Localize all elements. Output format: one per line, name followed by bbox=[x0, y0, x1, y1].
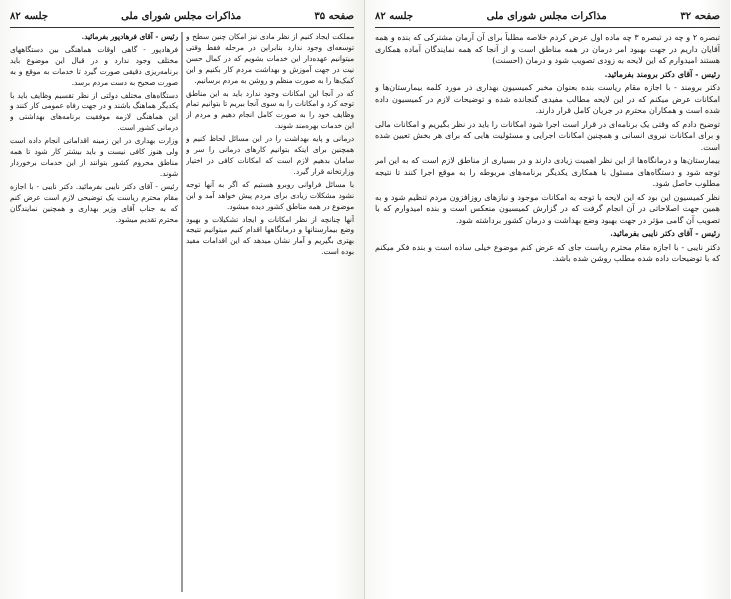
paragraph: مملکت ایجاد کنیم از نظر مادی نیز امکان چنین سطح و توسعه‌ای وجود ندارد بنابراین در مرحله فقط وقتی میتوانیم عهده‌دار این خدمات بشویم که در کمال حسن نیت در جهت آموزش و بهداشت مردم کار بکنیم و این کمک‌ها را به صورت منظم و روشن به مردم برسانیم. bbox=[186, 32, 354, 85]
right-page-title: مذاکرات مجلس شورای ملی bbox=[486, 10, 607, 22]
right-page bbox=[365, 0, 730, 599]
paragraph: رئیس - آقای دکتر نایبی بفرمائید. دکتر نایبی - با اجازه مقام محترم ریاست یک توضیحی لازم است عرض کنم که به جناب آقای وزیر بهداری و همچنین نمایندگان محترم تقدیم میشود. bbox=[10, 181, 178, 224]
left-page-header bbox=[10, 6, 354, 26]
speaker-line: رئیس - آقای دکتر برومند بفرمائید. bbox=[604, 68, 720, 79]
left-page bbox=[0, 0, 365, 599]
right-page-column bbox=[375, 32, 720, 592]
paragraph: نظر کمیسیون این بود که این لایحه با توجه به امکانات موجود و نیازهای روزافزون مردم تنظیم شود و به همین جهت اصلاحاتی در آن انجام گرفت که در گزارش کمیسیون منعکس است و بنده امیدوارم که با تصویب آن گامی مؤثر در جهت بهبود وضع بهداشت و درمان کشور برداشته شود. bbox=[375, 192, 720, 225]
paragraph: درمانی و پایه بهداشت را در این مسائل لحاظ کنیم و همچنین برای اینکه بتوانیم کارهای درمانی را سر و سامان بدهیم لازم است که امکانات کافی در اختیار وزارتخانه قرار گیرد. bbox=[186, 134, 354, 176]
paragraph: دکتر نایبی - با اجازه مقام محترم ریاست جای که عرض کنم موضوع خیلی ساده است و بنده فکر میکنم که با توضیحات داده شده مطلب روشن شده باشد. bbox=[375, 242, 720, 263]
speaker-line: رئیس - آقای دکتر نایبی بفرمائید. bbox=[610, 228, 720, 238]
paragraph: با مسائل فراوانی روبرو هستیم که اگر به آنها توجه نشود مشکلات زیادی برای مردم پیش خواهد آمد و این موضوع در همه مناطق کشور دیده میشود. bbox=[186, 179, 354, 211]
right-page-session: جلسه ۸۲ bbox=[375, 10, 414, 22]
paragraph: دستگاه‌های مختلف دولتی از نظر تقسیم وظایف باید با یکدیگر هماهنگ باشند و در جهت رفاه عمومی کار کنند و این هماهنگی لازمه موفقیت برنامه‌های بهداشتی و درمانی کشور است. bbox=[10, 90, 178, 133]
left-page-column-left bbox=[10, 32, 178, 592]
paragraph: دکتر برومند - با اجازه مقام ریاست بنده بعنوان مخبر کمیسیون بهداری در مورد کلمه بیمارستان‌ها و امکانات عرض میکنم که در این لایحه مطالب مفیدی گنجانده شده و توضیحات لازم در کمیسیون داده شده است و همکاران محترم در جریان کامل قرار دارند. bbox=[375, 83, 720, 115]
speaker-line: رئیس - آقای فرهادپور بفرمائید. bbox=[81, 32, 178, 41]
left-page-session: جلسه ۸۲ bbox=[10, 10, 49, 22]
paragraph: توضیح دادم که وقتی یک برنامه‌ای در قرار است اجرا شود امکانات را باید در نظر بگیریم و امکانات مالی و برای امکانات نیروی انسانی و همچنین امکانات اجرایی و مسئولیت هایی که برای هر بخش تعیین شده است. bbox=[375, 119, 720, 152]
left-page-number: صفحه ۳۵ bbox=[314, 10, 354, 22]
left-page-title: مذاکرات مجلس شورای ملی bbox=[121, 10, 242, 22]
paragraph: تبصره ۲ و چه در تبصره ۳ چه ماده اول عرض کردم خلاصه مطلباً برای آن آرمان مشترکی که بنده و همه آقایان داریم در جهت بهبود امر درمان در همه مناطق است و از آنجا که همه نمایندگان آماده همکاری هستند امیدوارم که این لایحه به زودی تصویب شود و درمان (احسنت) bbox=[375, 33, 720, 65]
header-rule bbox=[10, 27, 354, 28]
paragraph: فرهادپور - گاهی اوقات هماهنگی بین دستگاههای مختلف وجود ندارد و در قبال این موضوع باید برنامه‌ریزی دقیقی صورت گیرد تا خدمات به موقع و به صورت صحیح به دست مردم برسد. bbox=[10, 44, 178, 87]
left-page-columns bbox=[10, 32, 354, 592]
paragraph: که در آنجا این امکانات وجود ندارد باید به این مناطق توجه کرد و امکانات را به سوی آنجا ببریم تا بتوانیم تمام وظایف خود را به صورت کامل انجام دهیم و مردم از این خدمات بهره‌مند شوند. bbox=[186, 88, 354, 131]
right-page-number: صفحه ۳۲ bbox=[680, 10, 720, 22]
right-page-columns bbox=[375, 32, 720, 592]
header-rule bbox=[375, 27, 720, 28]
paragraph: بیمارستان‌ها و درمانگاه‌ها از این نظر اهمیت زیادی دارند و در بسیاری از مناطق لازم است که به این امر توجه شود و دستگاه‌های مسئول با همکاری یکدیگر برنامه‌های مربوطه را به موقع اجرا کنند تا نتیجه مطلوب حاصل شود. bbox=[375, 156, 720, 188]
left-page-column-right bbox=[186, 32, 354, 592]
right-page-header bbox=[375, 6, 720, 26]
paragraph: آنها چنانچه از نظر امکانات و ایجاد تشکیلات و بهبود وضع بیمارستانها و درمانگاهها اقدام کنیم میتوانیم نتیجه بهتری بگیریم و آمار نشان میدهد که این اقدامات مفید بوده است. bbox=[186, 214, 354, 257]
paragraph: وزارت بهداری در این زمینه اقداماتی انجام داده است ولی هنوز کافی نیست و باید بیشتر کار شود تا همه مناطق محروم کشور بتوانند از این خدمات برخوردار شوند. bbox=[10, 136, 178, 178]
